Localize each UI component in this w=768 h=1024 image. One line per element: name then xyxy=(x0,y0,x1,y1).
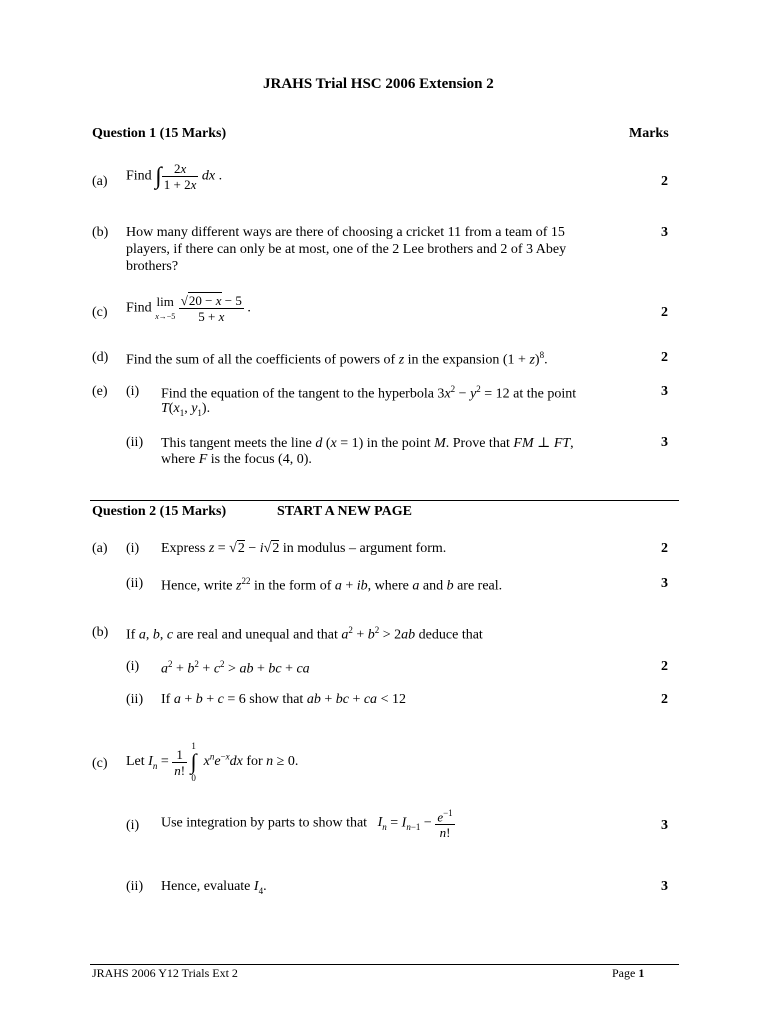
q1d-label: (d) xyxy=(92,350,109,365)
q1a-find-word: Find xyxy=(126,168,152,184)
footer-page xyxy=(612,966,644,981)
q1e-ii-mark: 3 xyxy=(661,435,668,450)
marks-column-heading: Marks xyxy=(629,126,669,141)
q1e-i-mark: 3 xyxy=(661,384,668,399)
q1e-i-line1: Find the equation of the tangent to the hyperbola $3x^2 - y^2 = 12$ at the point xyxy=(161,384,577,402)
q2a-ii-text: Hence, write $z^{22}$ in the form of a + ib, where a and b are real. xyxy=(161,576,503,594)
q1d-mark: 2 xyxy=(661,350,668,365)
q1a-mark: 2 xyxy=(661,174,668,189)
q1b-line3: brothers? xyxy=(126,259,179,274)
q1b-mark: 3 xyxy=(661,225,668,240)
q2a-ii-label: (ii) xyxy=(126,576,144,591)
q1c-find-word: Find xyxy=(126,300,152,316)
q2a-label: (a) xyxy=(92,541,108,556)
q1b-line2: players, if there can only be at most, one of the 2 Lee brothers and 2 of 3 Abey xyxy=(126,242,567,257)
q2c-label: (c) xyxy=(92,756,108,771)
q1e-ii-line2: where F is the focus (4, 0). xyxy=(161,452,312,467)
footer-page-label: Page xyxy=(612,966,636,980)
q1d-text: Find the sum of all the coefficients of powers of z in the expansion $(1 + z)^8$. xyxy=(126,350,548,368)
page-title: JRAHS Trial HSC 2006 Extension 2 xyxy=(263,76,494,92)
q1a-label: (a) xyxy=(92,174,108,189)
question-2-heading: Question 2 (15 Marks) xyxy=(92,504,227,519)
q1a-text: Find ∫ $\frac{2x}{1 + 2x}$ dx . xyxy=(126,161,223,192)
q2b-i-mark: 2 xyxy=(661,659,668,674)
q2b-ii-mark: 2 xyxy=(661,692,668,707)
q2b-ii-label: (ii) xyxy=(126,692,144,707)
section-divider xyxy=(90,500,679,501)
q2c-text: Let $I_n$ = $\frac{1}{n!}$ 1 ∫ 0 $x^ne^{-x}dx$ for n ≥ 0. xyxy=(126,741,299,783)
q2b-i-label: (i) xyxy=(126,659,140,674)
q1b-line1: How many different ways are there of choosing a cricket 11 from a team of 15 xyxy=(126,225,565,240)
q1e-label: (e) xyxy=(92,384,108,399)
q1e-i-line2: $T(x_1$, $y_1$). xyxy=(161,401,211,418)
q2c-ii-label: (ii) xyxy=(126,879,144,894)
q1e-ii-line1: This tangent meets the line d (x = 1) in the point M. Prove that FM ⊥ FT, xyxy=(161,436,574,451)
q2b-text: If a, b, c are real and unequal and that $a^2 + b^2 > 2ab$ deduce that xyxy=(126,625,483,643)
q2a-i-mark: 2 xyxy=(661,541,668,556)
q2c-i-text: Use integration by parts to show that $I_n = I_{n-1}$ − $\frac{e^{-1}}{n!}$ xyxy=(161,808,453,841)
footer-page-number: 1 xyxy=(638,966,645,980)
start-new-page-note: START A NEW PAGE xyxy=(277,504,413,519)
q1c-text: Find lim x→−5 $\frac{√20 - x - 5}{5 + x}$ . xyxy=(126,293,251,324)
q1e-ii-label: (ii) xyxy=(126,435,144,450)
q2c-i-prompt: Use integration by parts to show that xyxy=(161,815,368,831)
q2c-ii-mark: 3 xyxy=(661,879,668,894)
footer-left-text: JRAHS 2006 Y12 Trials Ext 2 xyxy=(92,966,238,980)
q1c-label: (c) xyxy=(92,305,108,320)
q2b-i-text: $a^2 + b^2 + c^2$ > ab + bc + ca xyxy=(161,659,310,677)
q1b-label: (b) xyxy=(92,225,109,240)
question-1-heading: Question 1 (15 Marks) xyxy=(92,126,227,141)
q2b-ii-text: If a + b + c = 6 show that ab + bc + ca < 12 xyxy=(161,692,406,707)
q2a-ii-mark: 3 xyxy=(661,576,668,591)
q1e-i-label: (i) xyxy=(126,384,140,399)
q2c-ii-text: Hence, evaluate $I_4$. xyxy=(161,879,267,896)
q1c-mark: 2 xyxy=(661,305,668,320)
q2c-i-label: (i) xyxy=(126,818,140,833)
q2a-i-text: Express z = √2 − i√2 in modulus – argument form. xyxy=(161,541,447,556)
q2c-i-mark: 3 xyxy=(661,818,668,833)
q2a-i-label: (i) xyxy=(126,541,140,556)
footer-divider xyxy=(90,964,679,965)
q2b-label: (b) xyxy=(92,625,109,640)
